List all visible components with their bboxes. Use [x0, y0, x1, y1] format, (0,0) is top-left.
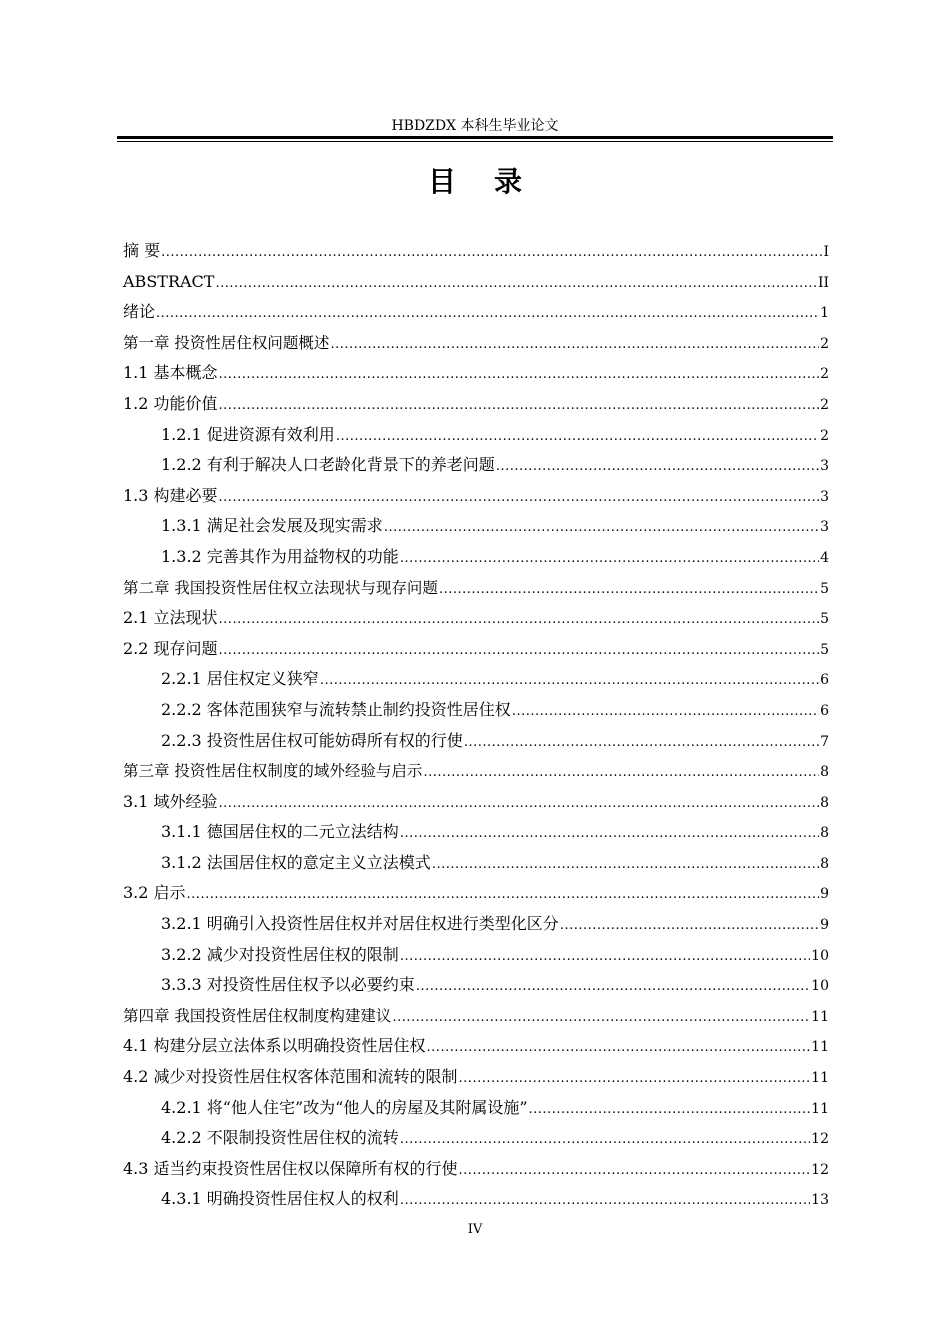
toc-entry-title: 第四章 我国投资性居住权制度构建建议 [123, 1006, 392, 1025]
toc-entry-page: 7 [820, 733, 829, 750]
toc-dot-leader [219, 391, 820, 422]
toc-dot-leader [215, 269, 816, 300]
toc-entry-page: 3 [820, 519, 829, 536]
toc-dot-leader [496, 452, 819, 483]
toc-entry-page: 5 [820, 611, 829, 628]
toc-entry-title: 第二章 我国投资性居住权立法现状与现存问题 [123, 578, 438, 597]
toc-entry-title: 第一章 投资性居住权问题概述 [123, 333, 330, 352]
toc-entry-page: 2 [820, 366, 829, 383]
toc-entry-page: 6 [820, 672, 829, 689]
toc-dot-leader [161, 238, 822, 269]
toc-dot-leader [400, 1125, 810, 1156]
toc-entry-page: 11 [811, 1039, 829, 1056]
toc-entry-page: 10 [811, 947, 829, 964]
toc-dot-leader [219, 605, 820, 636]
toc-entry[interactable] [123, 970, 829, 1001]
toc-entry-title: 1.3.2 完善其作为用益物权的功能 [161, 546, 399, 566]
toc-dot-leader [219, 360, 820, 391]
toc-entry-page: 5 [820, 641, 829, 658]
toc-entry[interactable] [123, 1154, 829, 1185]
toc-dot-leader [219, 636, 820, 667]
toc-dot-leader [529, 1095, 811, 1126]
toc-entry-title: 1.2.1 促进资源有效利用 [161, 424, 335, 444]
toc-title: 目录 [427, 165, 560, 198]
toc-entry[interactable] [123, 297, 829, 328]
toc-entry-page: 1 [820, 305, 829, 322]
toc-entry-page: 11 [811, 1008, 829, 1025]
toc-entry-title: 3.2.1 明确引入投资性居住权并对居住权进行类型化区分 [161, 914, 559, 934]
toc-entry[interactable] [123, 1001, 829, 1032]
toc-entry[interactable] [123, 1062, 829, 1093]
toc-entry[interactable] [123, 542, 829, 573]
toc-entry[interactable] [123, 1093, 829, 1124]
toc-entry-title: 1.1 基本概念 [123, 363, 218, 383]
toc-entry[interactable] [123, 236, 829, 267]
toc-dot-leader [439, 575, 819, 606]
toc-entry-title: 3.2.2 减少对投资性居住权的限制 [161, 944, 399, 964]
toc-entry-page: 9 [820, 886, 829, 903]
toc-entry-page: 11 [811, 1070, 829, 1087]
toc-entry[interactable] [123, 1184, 829, 1215]
toc-entry-page: 8 [820, 794, 829, 811]
toc-entry[interactable] [123, 726, 829, 757]
toc-entry[interactable] [123, 848, 829, 879]
toc-dot-leader [384, 513, 819, 544]
toc-dot-leader [560, 911, 819, 942]
toc-entry-title: 3.2 启示 [123, 883, 186, 903]
toc-entry[interactable] [123, 267, 829, 298]
toc-entry[interactable] [123, 481, 829, 512]
toc-dot-leader [336, 422, 819, 453]
toc-dot-leader [427, 1033, 811, 1064]
toc-entry-page: I [823, 244, 829, 260]
toc-dot-leader [156, 299, 819, 330]
header-rule-thick [117, 136, 833, 139]
toc-entry[interactable] [123, 664, 829, 695]
toc-dot-leader [392, 1003, 810, 1034]
page-number: IV [467, 1222, 483, 1237]
toc-dot-leader [400, 942, 810, 973]
toc-entry-page: 5 [820, 580, 829, 597]
toc-entry-title: 4.3 适当约束投资性居住权以保障所有权的行使 [123, 1158, 458, 1178]
toc-entry[interactable] [123, 909, 829, 940]
toc-dot-leader [330, 330, 819, 361]
toc-entry[interactable] [123, 358, 829, 389]
toc-dot-leader [320, 666, 819, 697]
toc-entry-title: 1.2 功能价值 [123, 393, 218, 413]
toc-dot-leader [400, 819, 819, 850]
toc-entry-title: 2.1 立法现状 [123, 608, 218, 628]
toc-dot-leader [423, 758, 819, 789]
toc-dot-leader [400, 1186, 810, 1217]
toc-entry-page: 12 [811, 1131, 829, 1148]
toc-entry[interactable] [123, 573, 829, 604]
toc-entry-page: 12 [811, 1161, 829, 1178]
toc-entry-title: 3.3.3 对投资性居住权予以必要约束 [161, 975, 415, 995]
toc-entry-title: 2.2.1 居住权定义狭窄 [161, 669, 319, 689]
toc-dot-leader [432, 850, 819, 881]
toc-entry-page: 2 [820, 396, 829, 413]
toc-entry[interactable] [123, 940, 829, 971]
toc-entry-page: 8 [820, 764, 829, 781]
toc-entry[interactable] [123, 756, 829, 787]
toc-entry[interactable] [123, 603, 829, 634]
toc-dot-leader [459, 1064, 811, 1095]
toc-dot-leader [219, 483, 820, 514]
toc-entry-title: 2.2 现存问题 [123, 638, 218, 658]
toc-entry-title: 3.1.2 法国居住权的意定主义立法模式 [161, 852, 431, 872]
toc-dot-leader [219, 789, 820, 820]
toc-entry[interactable] [123, 634, 829, 665]
toc-entry-title: 2.2.3 投资性居住权可能妨碍所有权的行使 [161, 730, 463, 750]
toc-dot-leader [416, 972, 810, 1003]
toc-entry-title: 2.2.2 客体范围狭窄与流转禁止制约投资性居住权 [161, 699, 511, 719]
toc-entry[interactable] [123, 511, 829, 542]
toc-entry-title: 1.3.1 满足社会发展及现实需求 [161, 516, 383, 536]
toc-dot-leader [187, 880, 820, 911]
toc-entry-page: 8 [820, 855, 829, 872]
toc-entry-title: 1.2.2 有利于解决人口老龄化背景下的养老问题 [161, 455, 495, 475]
toc-entry-page: 2 [820, 427, 829, 444]
toc-entry[interactable] [123, 695, 829, 726]
toc-entry-page: 8 [820, 825, 829, 842]
toc-dot-leader [400, 544, 819, 575]
toc-entry-page: 3 [820, 458, 829, 475]
header-rule-thin [117, 141, 833, 142]
toc-entry-page: 9 [820, 917, 829, 934]
toc-entry-title: 绪论 [123, 302, 156, 322]
toc-entry-page: II [817, 274, 829, 291]
toc-entry[interactable] [123, 420, 829, 451]
toc-entry-page: 4 [820, 549, 829, 566]
toc-dot-leader [512, 697, 819, 728]
toc-entry[interactable] [123, 389, 829, 420]
toc-entry[interactable] [123, 1123, 829, 1154]
toc-entry-title: 1.3 构建必要 [123, 485, 218, 505]
toc-entry-title: 3.1.1 德国居住权的二元立法结构 [161, 822, 399, 842]
toc-entry[interactable] [123, 787, 829, 818]
toc-entry-title: 4.2.1 将“他人住宅”改为“他人的房屋及其附属设施” [161, 1097, 528, 1117]
toc-entry-page: 10 [811, 978, 829, 995]
toc-entry-title: 3.1 域外经验 [123, 791, 218, 811]
toc-dot-leader [464, 728, 819, 759]
toc-entry[interactable] [123, 1031, 829, 1062]
table-of-contents [123, 236, 829, 1215]
running-header: HBDZDX 本科生毕业论文 [391, 118, 559, 134]
toc-entry-title: 4.1 构建分层立法体系以明确投资性居住权 [123, 1036, 426, 1056]
toc-entry-page: 2 [820, 335, 829, 352]
toc-entry-title: 摘 要 [123, 241, 161, 260]
toc-entry-page: 6 [820, 702, 829, 719]
toc-entry-page: 13 [811, 1192, 829, 1209]
toc-entry[interactable] [123, 328, 829, 359]
toc-entry[interactable] [123, 817, 829, 848]
toc-entry[interactable] [123, 450, 829, 481]
toc-entry-title: 4.2.2 不限制投资性居住权的流转 [161, 1128, 399, 1148]
toc-entry[interactable] [123, 878, 829, 909]
toc-entry-title: ABSTRACT [123, 271, 215, 291]
toc-entry-page: 3 [820, 488, 829, 505]
toc-entry-title: 4.3.1 明确投资性居住权人的权利 [161, 1189, 399, 1209]
toc-dot-leader [459, 1156, 811, 1187]
toc-entry-page: 11 [811, 1100, 829, 1117]
toc-entry-title: 4.2 减少对投资性居住权客体范围和流转的限制 [123, 1067, 458, 1087]
toc-entry-title: 第三章 投资性居住权制度的域外经验与启示 [123, 762, 423, 781]
